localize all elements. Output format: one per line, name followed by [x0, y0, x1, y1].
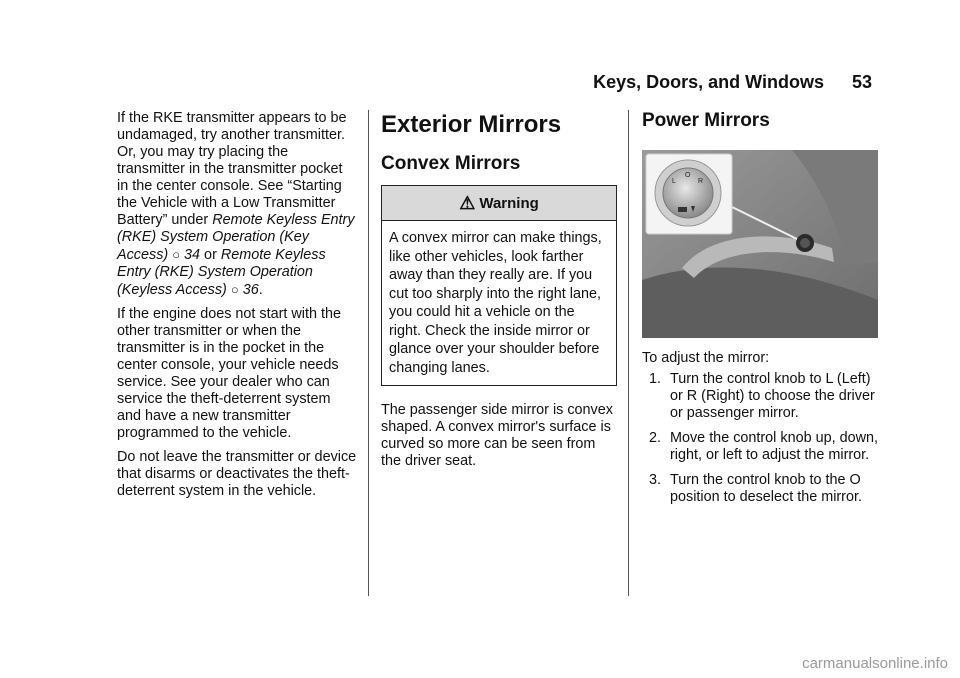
- xref-page-34[interactable]: 34: [184, 247, 201, 263]
- column-3: [642, 110, 878, 514]
- xref-rke-keyless-access[interactable]: Remote Keyless Entry (RKE) System Operation (Keyless Access): [117, 247, 326, 298]
- list-item: 3. Turn the control knob to the O position to deselect the mirror.: [649, 472, 862, 505]
- paragraph-adjust-intro: To adjust the mirror:: [642, 350, 770, 366]
- heading-convex-mirrors: Convex Mirrors: [381, 153, 521, 174]
- warning-icon: ⚠: [459, 192, 476, 213]
- list-item: 1. Turn the control knob to L (Left) or R (Right) to choose the driver or passenger mirror.: [649, 371, 875, 421]
- watermark: carmanualsonline.info: [802, 655, 948, 672]
- warning-label: Warning: [479, 194, 539, 212]
- knob-label-off: O: [685, 172, 691, 179]
- warning-header: [382, 186, 616, 221]
- mirror-switch-center: [800, 238, 810, 248]
- column-1: [117, 110, 357, 507]
- page-number: 53: [851, 72, 872, 92]
- column-divider-left: [368, 110, 369, 596]
- paragraph-engine-no-start: If the engine does not start with the other transmitter or when the transmitter is in the pocket in the center console, your vehicle needs service. See your dealer who can service the theft-deterrent system and have a new transmitter programmed to the vehicle.: [117, 306, 341, 441]
- paragraph-rke-transmitter: If the RKE transmitter appears to be undamaged, try another transmitter. Or, you may try placing the transmitter in the transmitter pocket in the center console. See “Starting the Vehicle with a Low Transmitter Battery” under Remote Keyless Entry (RKE) System Operation (Key Access) ○ 34 or Remote Keyless Entry (RKE) System Operation (Keyless Access) ○ 36.: [117, 110, 355, 298]
- warning-box: [381, 185, 617, 386]
- running-header: [593, 72, 872, 93]
- paragraph-do-not-leave: Do not leave the transmitter or device that disarms or deactivates the theft-deterrent system in the vehicle.: [117, 449, 357, 499]
- adjust-steps-list: [642, 371, 878, 506]
- page-ref-icon: ○: [172, 247, 181, 262]
- knob-label-right: R: [698, 178, 704, 185]
- xref-page-36[interactable]: 36: [242, 282, 259, 298]
- warning-text: A convex mirror can make things, like other vehicles, look farther away than they really are. If you cut too sharply into the right lane, you could hit a vehicle on the right. Check the inside mirror or glance over your shoulder before changing lanes.: [389, 230, 602, 376]
- xref-rke-key-access[interactable]: Remote Keyless Entry (RKE) System Operation (Key Access): [117, 212, 355, 263]
- heading-exterior-mirrors: Exterior Mirrors: [381, 111, 562, 138]
- section-title: Keys, Doors, and Windows: [593, 72, 824, 92]
- fold-mirror-icon: [678, 207, 687, 212]
- mirror-control-photo: [642, 150, 878, 338]
- column-2: [381, 110, 617, 477]
- list-item: 2. Move the control knob up, down, right, or left to adjust the mirror.: [649, 430, 878, 463]
- paragraph-convex-shape: The passenger side mirror is convex shaped. A convex mirror's surface is curved so more can be seen from the driver seat.: [381, 402, 613, 469]
- column-divider-right: [628, 110, 629, 596]
- knob-label-left: L: [672, 178, 676, 185]
- page-ref-icon: ○: [230, 282, 239, 297]
- heading-power-mirrors: Power Mirrors: [642, 110, 770, 131]
